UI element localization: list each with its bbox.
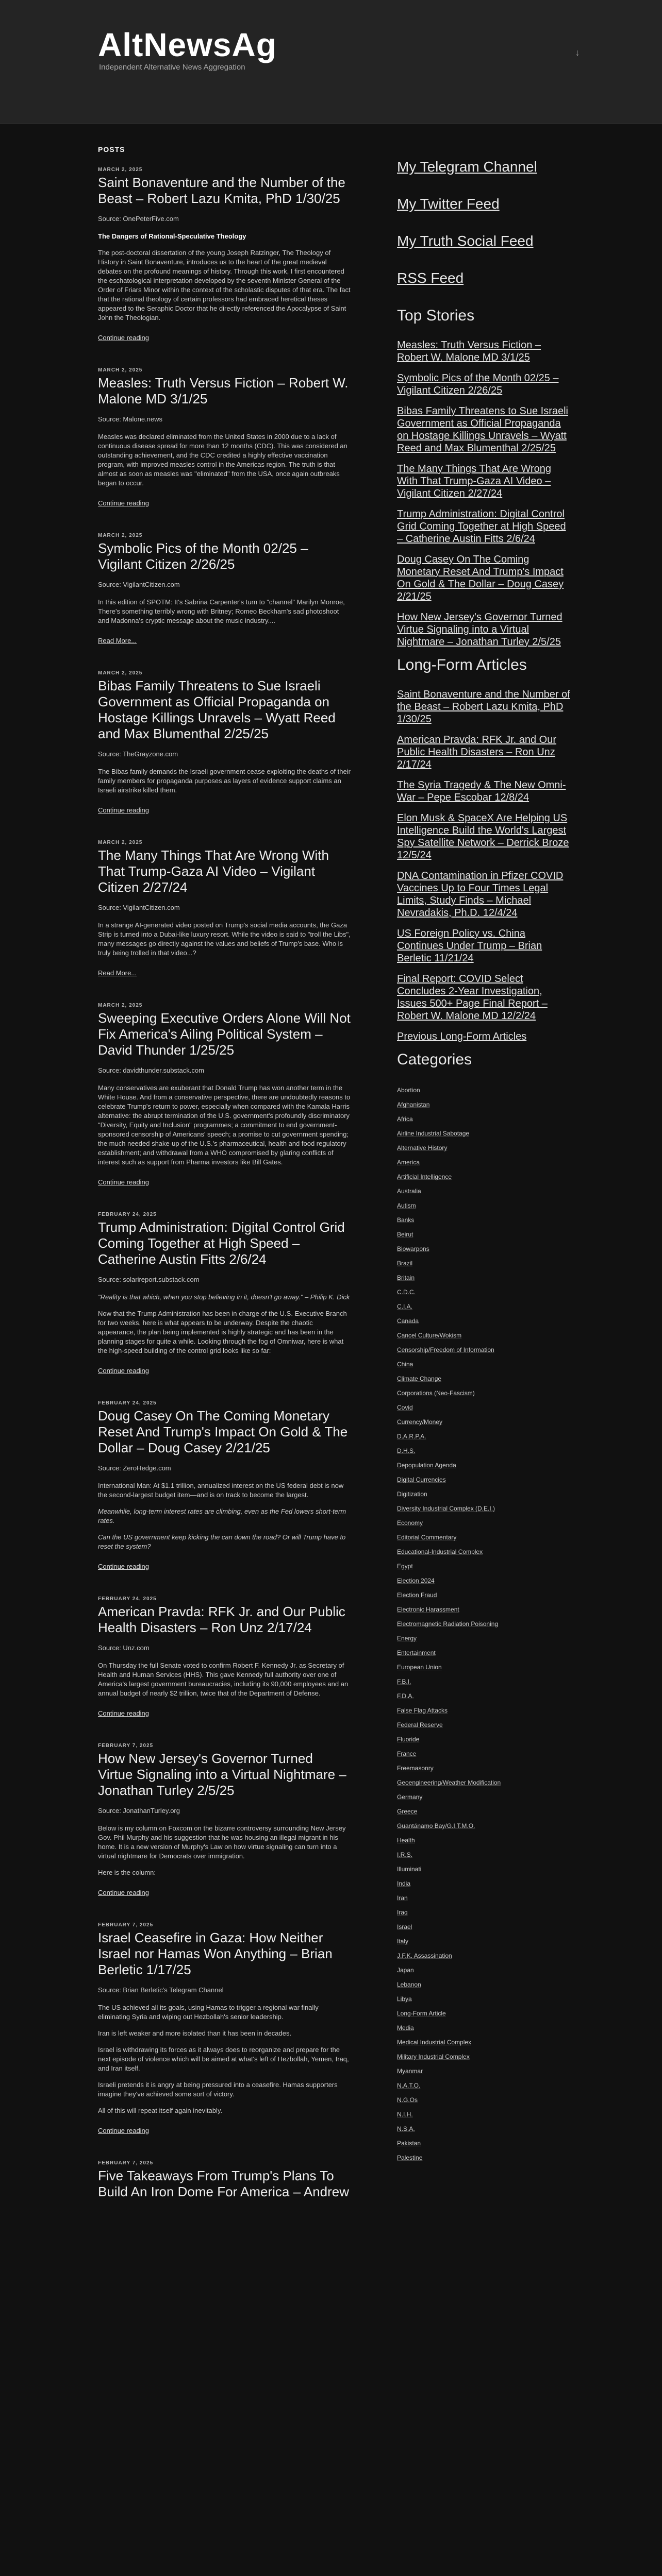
post-paragraph: Can the US government keep kicking the can down the road? Or will Trump have to reset the system? <box>98 1533 346 1550</box>
post-paragraph: The US achieved all its goals, using Hamas to trigger a regional war finally eliminating Syria and wiping out Hezbollah's senior leadership. <box>98 2004 319 2021</box>
post-source: Source: OnePeterFive.com <box>98 215 179 223</box>
continue-reading-link[interactable]: Continue reading <box>98 2127 150 2134</box>
category-link[interactable]: Entertainment <box>397 1649 436 1656</box>
continue-reading-link[interactable]: Read More... <box>98 637 137 645</box>
category-link[interactable]: Egypt <box>397 1563 413 1570</box>
category-link[interactable]: F.D.A. <box>397 1692 414 1700</box>
category-link[interactable]: Corporations (Neo-Fascism) <box>397 1389 475 1397</box>
category-link[interactable]: Editorial Commentary <box>397 1534 457 1541</box>
post-date[interactable]: FEBRUARY 24, 2025 <box>98 1400 157 1406</box>
post-date[interactable]: MARCH 2, 2025 <box>98 670 143 676</box>
post-paragraph: Israeli pretends it is angry at being pressured into a ceasefire. Hamas supporters imagine they've achieved some sort of victory. <box>98 2081 338 2098</box>
category-link[interactable]: Military Industrial Complex <box>397 2053 470 2060</box>
post-title[interactable]: How New Jersey's Governor Turned Virtue Signaling into a Virtual Nightmare – Jonathan Turley 2/5/25 <box>98 1751 346 1798</box>
category-link[interactable]: C.I.A. <box>397 1303 413 1310</box>
post-paragraph: Many conservatives are exuberant that Donald Trump has won another term in the White House. And from a conservative perspective, there are undoubtedly reasons to celebrate Trump's return to power, especially when compared with the Kamala Harris alternative: the abrupt termination of the U.S. government's profoundly discriminatory "Diversity, Equity and Inclusion" programmes; a commitment to end government-sponsored censorship of Americans' speech; a promise to cut government spending; the much needed shake-up of the U.S.'s pharmaceutical, health and food regulatory establishment; and withdrawal from a WHO compromised by glaring conflicts of interest such as support from Pharma investors like Bill Gates. <box>98 1084 351 1166</box>
category-link[interactable]: America <box>397 1159 420 1166</box>
category-link[interactable]: Banks <box>397 1216 415 1224</box>
longform-link[interactable]: DNA Contamination in Pfizer COVID Vaccines Up to Four Times Legal Limits, Study Finds – Michael Nevradakis, Ph.D. 12/4/24 <box>397 870 564 919</box>
post-excerpt <box>98 1083 351 1167</box>
longform-link[interactable]: Previous Long-Form Articles <box>397 1031 527 1042</box>
post-excerpt <box>98 1661 351 1698</box>
post-title[interactable]: Saint Bonaventure and the Number of the Beast – Robert Lazu Kmita, PhD 1/30/25 <box>98 175 345 206</box>
sidebar-link[interactable]: My Twitter Feed <box>397 196 500 212</box>
longform-link[interactable]: The Syria Tragedy & The New Omni-War – Pepe Escobar 12/8/24 <box>397 779 566 803</box>
post-excerpt <box>98 1293 351 1355</box>
category-link[interactable]: J.F.K. Assassination <box>397 1952 452 1959</box>
site-description: Independent Alternative News Aggregation <box>99 63 245 72</box>
longform-link[interactable]: Final Report: COVID Select Concludes 2-Year Investigation, Issues 500+ Page Final Report – Robert W. Malone MD 12/2/24 <box>397 973 548 1022</box>
category-link[interactable]: Autism <box>397 1202 416 1209</box>
top-story-link[interactable]: Trump Administration: Digital Control Grid Coming Together at High Speed – Catherine Austin Fitts 2/6/24 <box>397 509 566 545</box>
post-date[interactable]: FEBRUARY 24, 2025 <box>98 1596 157 1602</box>
category-link[interactable]: Freemasonry <box>397 1765 434 1772</box>
post-paragraph: Below is my column on Foxcom on the bizarre controversy surrounding New Jersey Gov. Phil Murphy and his suggestion that he was housing an illegal migrant in his home. It is a new version of Murphy's Law on how virtue signaling can turn into a virtual nightmare for Democrats over immigration. <box>98 1824 346 1860</box>
post-title[interactable]: Bibas Family Threatens to Sue Israeli Government as Official Propaganda on Hostage Killings Unravels – Wyatt Reed and Max Blumenthal 2/25/25 <box>98 678 336 741</box>
post-excerpt <box>98 598 351 625</box>
category-link[interactable]: Pakistan <box>397 2140 421 2147</box>
top-story-link[interactable]: Measles: Truth Versus Fiction – Robert W. Malone MD 3/1/25 <box>397 340 541 363</box>
category-link[interactable]: Cancel Culture/Wokism <box>397 1332 462 1339</box>
post-paragraph: In a strange AI-generated video posted on Trump's social media accounts, the Gaza Strip is turned into a Dubai-like luxury resort. While the video is said to "troll the Libs", many messages go directly against the values and beliefs of Trump's base. Who is truly being trolled in that video...? <box>98 921 351 957</box>
post-excerpt <box>98 1824 351 1877</box>
category-link[interactable]: India <box>397 1880 411 1887</box>
category-link[interactable]: D.A.R.P.A. <box>397 1433 426 1440</box>
post <box>98 167 351 343</box>
post-title[interactable]: Doug Casey On The Coming Monetary Reset And Trump's Impact On Gold & The Dollar – Doug Casey 2/21/25 <box>98 1408 348 1455</box>
category-link[interactable]: Alternative History <box>397 1144 448 1151</box>
category-link[interactable]: Depopulation Agenda <box>397 1462 456 1469</box>
continue-reading-link[interactable]: Continue reading <box>98 1178 150 1186</box>
category-link[interactable]: Artificial Intelligence <box>397 1173 452 1180</box>
category-link[interactable]: Myanmar <box>397 2067 423 2075</box>
category-link[interactable]: Guantánamo Bay/G.I.T.M.O. <box>397 1822 475 1829</box>
category-link[interactable]: F.B.I. <box>397 1678 411 1685</box>
post-excerpt <box>98 921 351 958</box>
post-date[interactable]: FEBRUARY 7, 2025 <box>98 1743 154 1749</box>
site-header <box>0 0 662 124</box>
post-excerpt <box>98 432 351 488</box>
category-link[interactable]: False Flag Attacks <box>397 1707 448 1714</box>
post-paragraph: International Man: At $1.1 trillion, annualized interest on the US federal debt is now the second-largest budget item—and is on track to become the largest. <box>98 1482 344 1499</box>
post-paragraph: Meanwhile, long-term interest rates are climbing, even as the Fed lowers short-term rates. <box>98 1507 346 1524</box>
category-link[interactable]: Beirut <box>397 1231 413 1238</box>
posts-label: POSTS <box>98 145 125 154</box>
top-story-link[interactable]: How New Jersey's Governor Turned Virtue Signaling into a Virtual Nightmare – Jonathan Turley 2/5/25 <box>397 612 562 648</box>
post-title[interactable]: Symbolic Pics of the Month 02/25 – Vigilant Citizen 2/26/25 <box>98 540 308 572</box>
category-link[interactable]: Japan <box>397 1967 414 1974</box>
category-link[interactable]: Election Fraud <box>397 1591 437 1599</box>
longform-link[interactable]: Elon Musk & SpaceX Are Helping US Intelligence Build the World's Largest Spy Satellite Network – Derrick Broze 12/5/24 <box>397 812 569 861</box>
category-link[interactable]: France <box>397 1750 417 1757</box>
post <box>98 1400 351 1571</box>
top-story-link[interactable]: Symbolic Pics of the Month 02/25 – Vigilant Citizen 2/26/25 <box>397 372 559 396</box>
site-title[interactable]: AltNewsAg <box>98 26 277 63</box>
post-source: Source: Malone.news <box>98 415 163 423</box>
post <box>98 1596 351 1718</box>
post-paragraph: Iran is left weaker and more isolated than it has been in decades. <box>98 2029 292 2037</box>
category-link[interactable]: Brazil <box>397 1260 413 1267</box>
post-date[interactable]: MARCH 2, 2025 <box>98 1003 143 1008</box>
post-source: Source: Brian Berletic's Telegram Channel <box>98 1986 224 1994</box>
post-title[interactable]: Sweeping Executive Orders Alone Will Not Fix America's Ailing Political System – David Thunder 1/25/25 <box>98 1010 351 1058</box>
post-date[interactable]: MARCH 2, 2025 <box>98 367 143 373</box>
post-paragraph: Israel is withdrawing its forces as it always does to reorganize and prepare for the next episode of violence which will be aimed at what's left of Hezbollah, Yemen, Iraq, and Iran itself. <box>98 2046 349 2072</box>
category-link[interactable]: Biowarpons <box>397 1245 429 1252</box>
category-link[interactable]: Covid <box>397 1404 413 1411</box>
category-link[interactable]: Energy <box>397 1635 417 1642</box>
top-story-link[interactable]: Doug Casey On The Coming Monetary Reset And Trump's Impact On Gold & The Dollar – Doug Casey 2/21/25 <box>397 554 564 602</box>
post-excerpt <box>98 767 351 795</box>
category-link[interactable]: Geoengineering/Weather Modification <box>397 1779 501 1786</box>
top-stories-list <box>397 339 572 648</box>
category-link[interactable]: Election 2024 <box>397 1577 435 1584</box>
post-source: Source: VigilantCitizen.com <box>98 581 180 588</box>
post-paragraph: Here is the column: <box>98 1869 156 1876</box>
sidebar-link[interactable]: RSS Feed <box>397 270 464 286</box>
category-link[interactable]: Censorship/Freedom of Information <box>397 1346 494 1353</box>
sidebar <box>397 159 572 2165</box>
category-link[interactable]: Digital Currencies <box>397 1476 446 1483</box>
category-link[interactable]: C.D.C. <box>397 1289 416 1296</box>
sidebar-links <box>397 159 572 286</box>
post <box>98 1212 351 1376</box>
post <box>98 533 351 646</box>
category-link[interactable]: Israel <box>397 1923 412 1930</box>
post-source: Source: solarireport.substack.com <box>98 1276 200 1283</box>
post-date[interactable]: MARCH 2, 2025 <box>98 167 143 173</box>
post-date[interactable]: FEBRUARY 7, 2025 <box>98 1922 154 1928</box>
category-link[interactable]: Medical Industrial Complex <box>397 2039 472 2046</box>
post-date[interactable]: FEBRUARY 7, 2025 <box>98 2160 154 2166</box>
category-link[interactable]: China <box>397 1361 413 1368</box>
post-date[interactable]: MARCH 2, 2025 <box>98 533 143 538</box>
category-link[interactable]: Africa <box>397 1115 413 1123</box>
category-link[interactable]: Media <box>397 2024 414 2031</box>
continue-reading-link[interactable]: Continue reading <box>98 1889 150 1896</box>
category-link[interactable]: Economy <box>397 1519 423 1527</box>
longform-link[interactable]: American Pravda: RFK Jr. and Our Public Health Disasters – Ron Unz 2/17/24 <box>397 734 557 770</box>
continue-reading-link[interactable]: Continue reading <box>98 1709 150 1717</box>
post-source: Source: Unz.com <box>98 1644 150 1652</box>
category-link[interactable]: I.R.S. <box>397 1851 413 1858</box>
category-link[interactable]: Libya <box>397 1995 412 2003</box>
menu-toggle-icon[interactable]: ↓ <box>575 47 580 58</box>
post <box>98 1003 351 1187</box>
post-paragraph: The Bibas family demands the Israeli government cease exploiting the deaths of their family members for propaganda purposes as layers of evidence support claims an Israeli airstrike killed them. <box>98 768 351 794</box>
category-link[interactable]: Palestine <box>397 2154 423 2161</box>
post-source: Source: JonathanTurley.org <box>98 1807 180 1815</box>
category-link[interactable]: Fluoride <box>397 1736 420 1743</box>
categories-list <box>397 1083 572 2165</box>
category-link[interactable]: D.H.S. <box>397 1447 416 1454</box>
post-source: Source: VigilantCitizen.com <box>98 904 180 911</box>
category-link[interactable]: Afghanistan <box>397 1101 430 1108</box>
post-excerpt <box>98 232 351 323</box>
post-source: Source: davidthunder.substack.com <box>98 1066 204 1074</box>
category-link[interactable]: N.A.T.O. <box>397 2082 421 2089</box>
category-link[interactable]: Britain <box>397 1274 415 1281</box>
continue-reading-link[interactable]: Continue reading <box>98 1563 150 1570</box>
category-link[interactable]: Iran <box>397 1894 408 1902</box>
longform-heading: Long-Form Articles <box>397 656 527 673</box>
post <box>98 2160 351 2200</box>
sidebar-link[interactable]: My Truth Social Feed <box>397 233 534 249</box>
sidebar-link[interactable]: My Telegram Channel <box>397 159 537 175</box>
category-link[interactable]: Long-Form Article <box>397 2010 446 2017</box>
top-story-link[interactable]: Bibas Family Threatens to Sue Israeli Government as Official Propaganda on Hostage Killings Unravels – Wyatt Reed and Max Blumenthal 2/25/25 <box>397 405 569 454</box>
post-paragraph: In this edition of SPOTM: It's Sabrina Carpenter's turn to "channel" Marilyn Monroe, There's something terribly wrong with Britney; Romeo Beckham's sad photoshoot and Madonna's cryptic message about the music industry.... <box>98 598 345 624</box>
posts-column <box>98 145 351 2225</box>
category-link[interactable]: N.S.A. <box>397 2125 415 2132</box>
longform-link[interactable]: Saint Bonaventure and the Number of the Beast – Robert Lazu Kmita, PhD 1/30/25 <box>397 689 570 725</box>
category-link[interactable]: Lebanon <box>397 1981 421 1988</box>
category-link[interactable]: Greece <box>397 1808 418 1815</box>
posts-list <box>98 167 351 2200</box>
post-source: Source: ZeroHedge.com <box>98 1464 171 1472</box>
post-title[interactable]: Trump Administration: Digital Control Grid Coming Together at High Speed – Catherine Austin Fitts 2/6/24 <box>98 1219 345 1267</box>
category-link[interactable]: N.I.H. <box>397 2111 413 2118</box>
continue-reading-link[interactable]: Continue reading <box>98 334 150 342</box>
post-paragraph: All of this will repeat itself again inevitably. <box>98 2107 223 2114</box>
category-link[interactable]: Illuminati <box>397 1866 422 1873</box>
continue-reading-link[interactable]: Continue reading <box>98 806 150 814</box>
category-link[interactable]: N.G.Os <box>397 2096 418 2104</box>
category-link[interactable]: Airline Industrial Sabotage <box>397 1130 470 1137</box>
category-link[interactable]: Climate Change <box>397 1375 442 1382</box>
post-paragraph: The post-doctoral dissertation of the young Joseph Ratzinger, The Theology of History in Saint Bonaventure, introduces us to the heart of the great medieval debates on the profound meanings of history. Through this work, I first encountered the eschatological interpretation developed by the seventh Minister General of the Order of Friars Minor within the context of the scholastic disputes of that era. The fact that the rational theology of certain professors had embraced heretical theses appeared to the Seraphic Doctor that he directly referenced the Apocalypse of Saint John the Theologian. <box>98 249 351 321</box>
post-title[interactable]: American Pravda: RFK Jr. and Our Public Health Disasters – Ron Unz 2/17/24 <box>98 1604 345 1635</box>
top-stories-heading: Top Stories <box>397 307 475 324</box>
category-link[interactable]: Iraq <box>397 1909 408 1916</box>
category-link[interactable]: Educational-Industrial Complex <box>397 1548 483 1555</box>
post-excerpt <box>98 2003 351 2115</box>
post-title[interactable]: Five Takeaways From Trump's Plans To Build An Iron Dome For America – Andrew <box>98 2168 350 2199</box>
post <box>98 1922 351 2136</box>
post-date[interactable]: MARCH 2, 2025 <box>98 840 143 845</box>
continue-reading-link[interactable]: Continue reading <box>98 499 150 507</box>
post-paragraph: On Thursday the full Senate voted to confirm Robert F. Kennedy Jr. as Secretary of Health and Human Services (HHS). This gave Kennedy full authority over one of America's largest government bureaucracies, including its 90,000 employees and an annual budget of nearly $2 trillion, twice that of the Department of Defense. <box>98 1662 349 1697</box>
category-link[interactable]: Federal Reserve <box>397 1721 443 1728</box>
longform-link[interactable]: US Foreign Policy vs. China Continues Under Trump – Brian Berletic 11/21/24 <box>397 928 542 964</box>
post-date[interactable]: FEBRUARY 24, 2025 <box>98 1212 157 1217</box>
post <box>98 840 351 978</box>
post-title[interactable]: Israel Ceasefire in Gaza: How Neither Israel nor Hamas Won Anything – Brian Berletic 1/17/25 <box>98 1930 333 1977</box>
category-link[interactable]: Canada <box>397 1317 419 1325</box>
continue-reading-link[interactable]: Read More... <box>98 969 137 977</box>
category-link[interactable]: Digitization <box>397 1490 427 1498</box>
post-paragraph: Measles was declared eliminated from the United States in 2000 due to a lack of continuous disease spread for more than 12 months (CDC). This was considered an outstanding achievement, and the CDC credited a highly effective vaccination program, with improved measles control in the Americas region. The truth is that almost as soon as measles was "eliminated" from the USA, once again outbreaks began to occur. <box>98 433 347 487</box>
post-paragraph: "Reality is that which, when you stop believing in it, doesn't go away." – Philip K. Dick <box>98 1293 350 1301</box>
post-title[interactable]: The Many Things That Are Wrong With That Trump-Gaza AI Video – Vigilant Citizen 2/27/24 <box>98 848 329 895</box>
category-link[interactable]: Abortion <box>397 1087 420 1094</box>
post <box>98 367 351 508</box>
category-link[interactable]: Electronic Harassment <box>397 1606 459 1613</box>
continue-reading-link[interactable]: Continue reading <box>98 1367 150 1375</box>
post <box>98 670 351 815</box>
post-paragraph: The Dangers of Rational-Speculative Theology <box>98 232 246 240</box>
post-excerpt <box>98 1481 351 1551</box>
category-link[interactable]: Italy <box>397 1938 409 1945</box>
category-link[interactable]: Germany <box>397 1793 423 1801</box>
category-link[interactable]: European Union <box>397 1664 442 1671</box>
category-link[interactable]: Health <box>397 1837 415 1844</box>
category-link[interactable]: Diversity Industrial Complex (D.E.I.) <box>397 1505 495 1512</box>
longform-list <box>397 688 572 1043</box>
post <box>98 1743 351 1897</box>
post-paragraph: Now that the Trump Administration has been in charge of the U.S. Executive Branch for two weeks, here is what appears to be underway. Despite the chaotic appearance, the plan being implemented is highly strategic and has been in the planning stages for quite a while. Looking through the fog of Omniwar, here is what the high-speed building of the control grid looks like so far: <box>98 1310 347 1354</box>
top-story-link[interactable]: The Many Things That Are Wrong With That Trump-Gaza AI Video – Vigilant Citizen 2/27/24 <box>397 463 552 499</box>
categories-heading: Categories <box>397 1051 472 1068</box>
post-source: Source: TheGrayzone.com <box>98 750 178 758</box>
category-link[interactable]: Electromagnetic Radiation Poisoning <box>397 1620 499 1628</box>
category-link[interactable]: Currency/Money <box>397 1418 443 1426</box>
category-link[interactable]: Australia <box>397 1188 421 1195</box>
post-title[interactable]: Measles: Truth Versus Fiction – Robert W. Malone MD 3/1/25 <box>98 375 349 406</box>
